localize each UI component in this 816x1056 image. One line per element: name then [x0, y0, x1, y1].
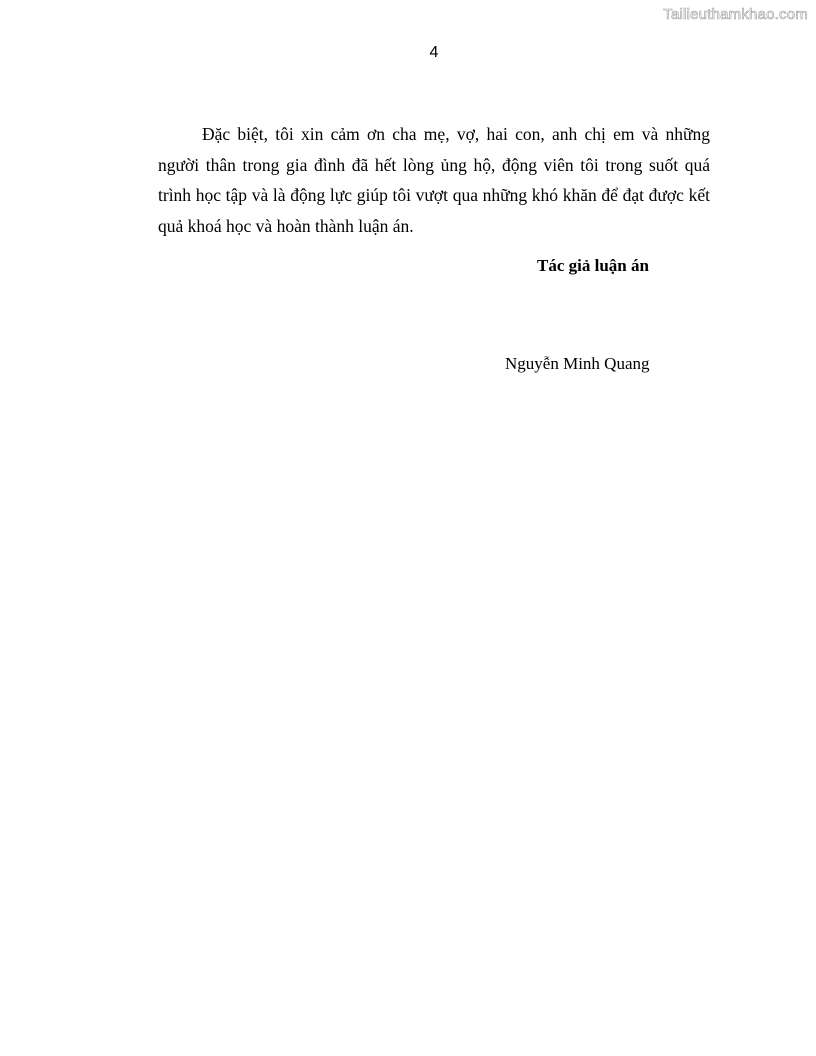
- acknowledgement-paragraph: Đặc biệt, tôi xin cảm ơn cha mẹ, vợ, hai con, anh chị em và những người thân trong gia đình đã hết lòng ủng hộ, động viên tôi trong suốt quá trình học tập và là động lực giúp tôi vượt qua những khó khăn để đạt được kết quả khoá học và hoàn thành luận án.: [158, 124, 710, 236]
- watermark: Tailieuthamkhao.com: [663, 6, 808, 23]
- author-title: Tác giả luận án: [537, 256, 649, 275]
- author-name: Nguyễn Minh Quang: [505, 354, 650, 373]
- page-number: 4: [429, 44, 439, 61]
